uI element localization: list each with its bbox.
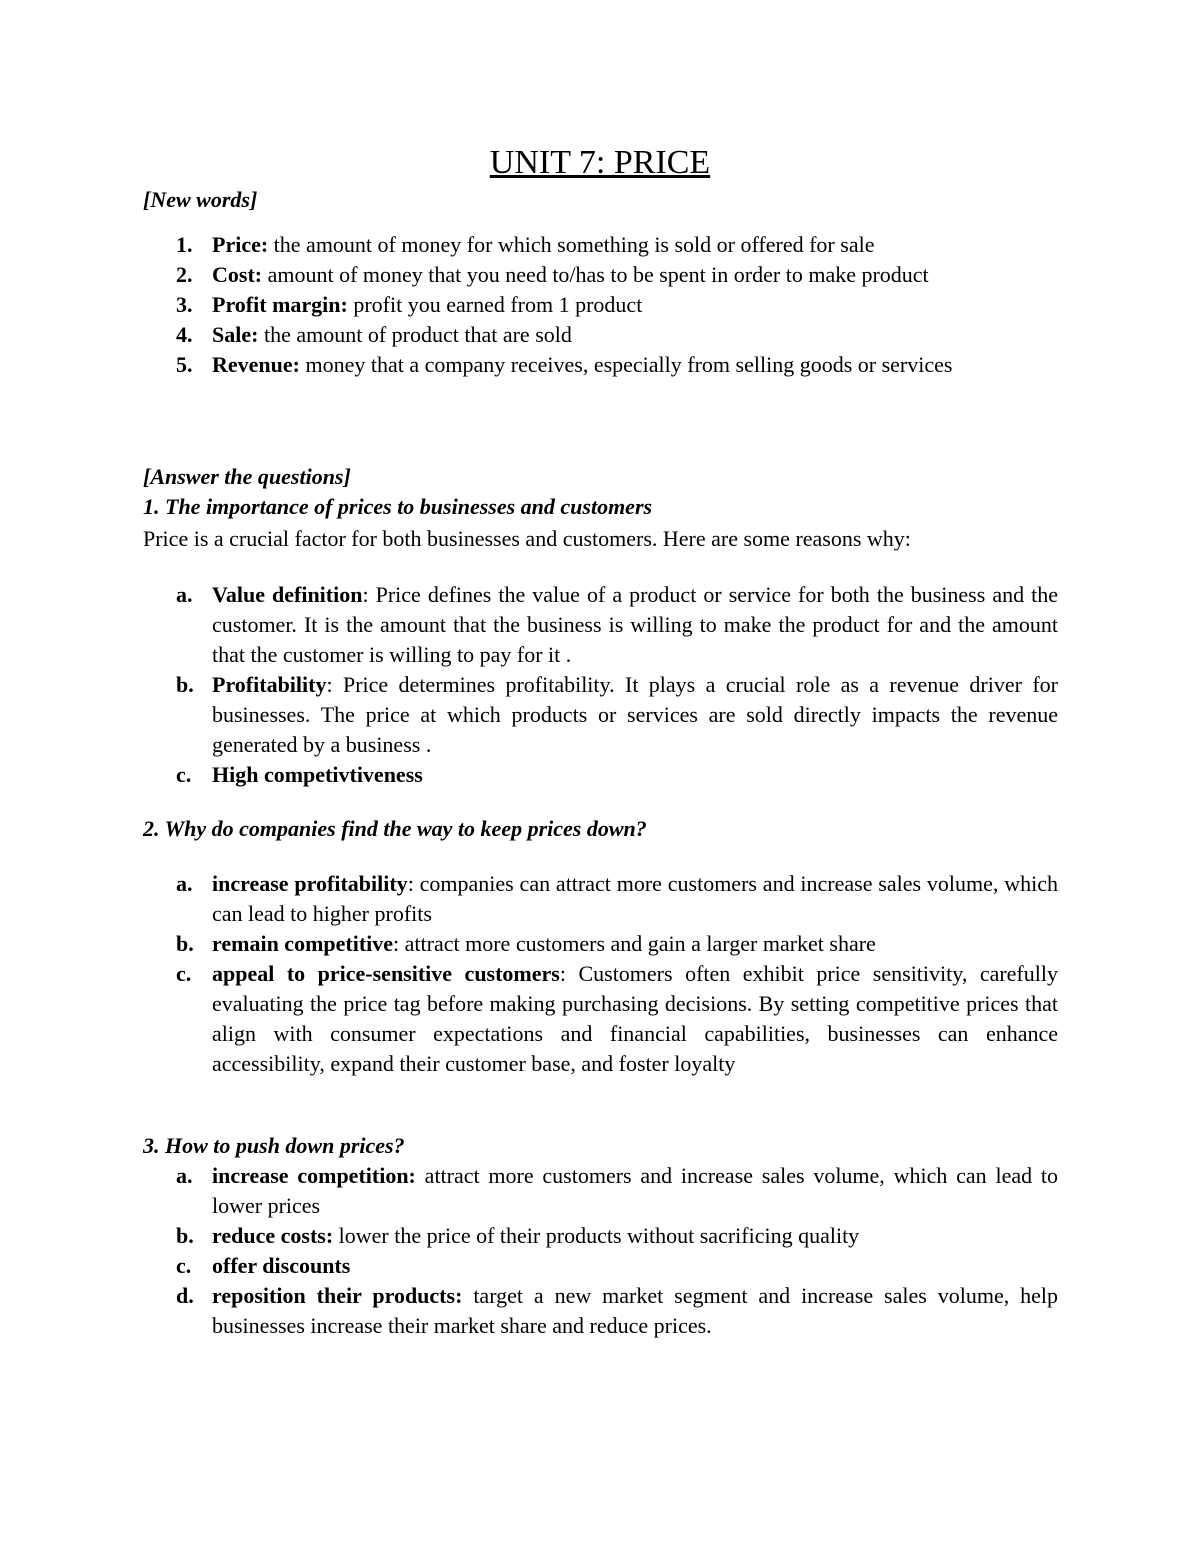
list-item: a. increase profitability: companies can attract more customers and increase sales volume, which can lead to higher profits: [176, 871, 1058, 926]
list-item: b. reduce costs: lower the price of their products without sacrificing quality: [176, 1223, 860, 1248]
question-2-list: [143, 869, 1058, 1079]
list-item: 1. Price: the amount of money for which something is sold or offered for sale: [176, 232, 875, 257]
list-item: b. remain competitive: attract more customers and gain a larger market share: [176, 931, 876, 956]
question-1-heading: 1. The importance of prices to businesses and customers: [143, 494, 653, 519]
list-item: 2. Cost: amount of money that you need to/has to be spent in order to make product: [176, 262, 929, 287]
question-2-heading: 2. Why do companies find the way to keep prices down?: [143, 816, 647, 841]
list-item: 4. Sale: the amount of product that are sold: [176, 322, 572, 347]
answer-questions-heading: [Answer the questions]: [143, 464, 351, 489]
list-item: 3. Profit margin: profit you earned from 1 product: [176, 292, 643, 317]
question-1-list: [143, 580, 1058, 790]
list-item: a. increase competition: attract more customers and increase sales volume, which can lead to lower prices: [176, 1163, 1058, 1218]
list-item: c. appeal to price-sensitive customers: Customers often exhibit price sensitivity, carefully evaluating the price tag before making purchasing decisions. By setting competitive prices that align with consumer expectations and financial capabilities, businesses can enhance accessibility, expand their customer base, and foster loyalty: [176, 961, 1058, 1076]
new-words-heading: [New words]: [143, 187, 258, 212]
list-item: c. High competivtiveness: [176, 762, 423, 787]
list-item: b. Profitability: Price determines profitability. It plays a crucial role as a revenue driver for businesses. The price at which products or services are sold directly impacts the revenue generated by a business .: [176, 672, 1058, 757]
list-item: d. reposition their products: target a new market segment and increase sales volume, help businesses increase their market share and reduce prices.: [176, 1283, 1058, 1338]
question-3-list: [143, 1161, 1058, 1341]
question-3-heading: 3. How to push down prices?: [143, 1133, 405, 1158]
document-title: UNIT 7: PRICE: [489, 144, 711, 181]
list-item: c. offer discounts: [176, 1253, 351, 1278]
new-words-list: [143, 230, 1058, 380]
question-1-intro: Price is a crucial factor for both businesses and customers. Here are some reasons why:: [143, 526, 911, 551]
list-item: a. Value definition: Price defines the value of a product or service for both the business and the customer. It is the amount that the business is willing to make the product for and the amount that the customer is willing to pay for it .: [176, 582, 1058, 667]
list-item: 5. Revenue: money that a company receives, especially from selling goods or services: [176, 352, 953, 377]
